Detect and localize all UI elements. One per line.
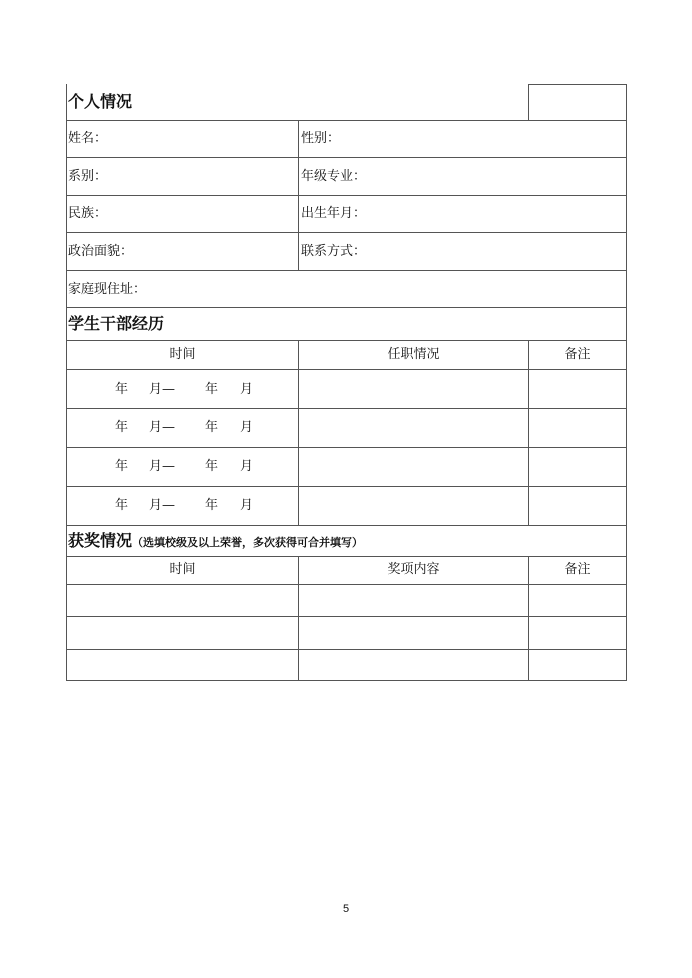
cadre-header-time: 时间 [169, 347, 196, 362]
remark-cell[interactable] [529, 487, 626, 525]
row-divider [66, 307, 627, 308]
awards-section-title [68, 531, 363, 553]
row-divider [66, 340, 627, 341]
grade-major-field[interactable] [380, 158, 625, 195]
month-label: 月 [240, 459, 254, 474]
contact-field[interactable] [380, 233, 625, 270]
remark-cell[interactable] [529, 585, 626, 616]
birth-field[interactable] [380, 196, 625, 232]
year-label: 年 [115, 459, 129, 474]
month-label: 月 [240, 420, 254, 435]
year-label: 年 [205, 382, 219, 397]
month-label: 月— [149, 498, 176, 513]
position-cell[interactable] [299, 448, 528, 486]
cadre-section-title: 学生干部经历 [68, 314, 165, 333]
remark-cell[interactable] [529, 650, 626, 680]
remark-cell[interactable] [529, 448, 626, 486]
row-divider [66, 556, 627, 557]
personal-col-divider [298, 120, 299, 270]
remark-cell[interactable] [529, 617, 626, 649]
awards-header-content: 奖项内容 [387, 562, 440, 577]
political-field[interactable] [145, 233, 296, 270]
year-label: 年 [115, 382, 129, 397]
month-label: 月 [240, 382, 254, 397]
awards-title-text: 获奖情况 [68, 531, 133, 550]
time-cell[interactable] [67, 585, 298, 616]
month-label: 月— [149, 459, 176, 474]
position-cell[interactable] [299, 370, 528, 408]
month-label: 月 [240, 498, 254, 513]
row-divider [66, 525, 627, 526]
year-label: 年 [205, 459, 219, 474]
photo-box[interactable] [529, 85, 626, 120]
award-content-cell[interactable] [299, 585, 528, 616]
page-number: 5 [342, 903, 350, 915]
department-label: 系别： [68, 169, 108, 184]
month-label: 月— [149, 420, 176, 435]
position-cell[interactable] [299, 487, 528, 525]
cadre-header-position: 任职情况 [387, 347, 440, 362]
awards-header-remark: 备注 [564, 562, 591, 577]
name-label: 姓名： [68, 131, 108, 146]
ethnicity-field[interactable] [130, 196, 296, 232]
gender-field[interactable] [365, 121, 625, 157]
contact-label: 联系方式： [301, 244, 367, 259]
table-bottom-border [66, 680, 627, 681]
awards-header-time: 时间 [169, 562, 196, 577]
year-label: 年 [115, 498, 129, 513]
cadre-header-remark: 备注 [564, 347, 591, 362]
political-label: 政治面貌： [68, 244, 134, 259]
time-cell[interactable] [67, 617, 298, 649]
remark-cell[interactable] [529, 409, 626, 447]
ethnicity-label: 民族： [68, 206, 108, 221]
remark-cell[interactable] [529, 370, 626, 408]
time-cell[interactable] [67, 650, 298, 680]
gender-label: 性别： [301, 131, 341, 146]
personal-section-title: 个人情况 [68, 92, 133, 111]
position-cell[interactable] [299, 409, 528, 447]
table-right-border [626, 84, 627, 681]
award-content-cell[interactable] [299, 650, 528, 680]
awards-note: （选填校级及以上荣誉，多次获得可合并填写） [132, 536, 364, 549]
grade-major-label: 年级专业： [301, 169, 367, 184]
address-field[interactable] [160, 271, 625, 307]
year-label: 年 [205, 420, 219, 435]
year-label: 年 [205, 498, 219, 513]
award-content-cell[interactable] [299, 617, 528, 649]
year-label: 年 [115, 420, 129, 435]
month-label: 月— [149, 382, 176, 397]
department-field[interactable] [130, 158, 296, 195]
birth-label: 出生年月： [301, 206, 367, 221]
address-label: 家庭现住址： [68, 282, 147, 297]
name-field[interactable] [130, 121, 296, 157]
